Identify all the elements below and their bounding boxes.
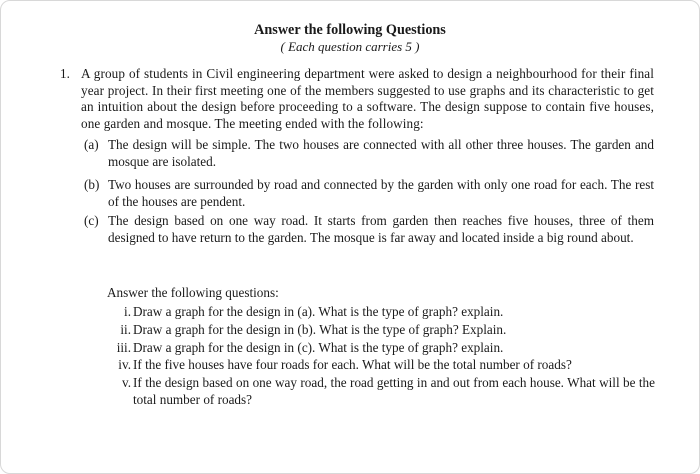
question-number: 1. [60, 66, 70, 81]
subquestion-iii [107, 340, 655, 357]
subquestion-iv-label: iv. [118, 357, 131, 372]
subquestion-v-label: v. [121, 375, 131, 390]
part-a-text: The design will be simple. The two houses are connected with all other three houses. The garden and mosque are isolated. [108, 137, 654, 169]
subquestion-ii [107, 322, 655, 339]
subquestion-i [107, 304, 655, 321]
subquestion-v [107, 375, 655, 408]
question-text: A group of students in Civil engineering department were asked to design a neighbourhood for their final year project. In their first meeting one of the members suggested to use graphs and its characteristic to get an intuition about the design before proceeding to a software. The design suppose to contain five houses, one garden and mosque. The meeting ended with the following: [81, 66, 654, 131]
subquestion-v-text: If the design based on one way road, the road getting in and out from each house. What will be the total number of roads? [133, 375, 655, 407]
part-c [84, 213, 654, 246]
subquestion-iv-text: If the five houses have four roads for each. What will be the total number of roads? [133, 357, 572, 372]
subquestion-iii-text: Draw a graph for the design in (c). What is the type of graph? explain. [133, 340, 504, 355]
subquestion-ii-label: ii. [120, 322, 131, 337]
subquestion-ii-text: Draw a graph for the design in (b). What is the type of graph? Explain. [133, 322, 507, 337]
part-a [84, 137, 654, 170]
subquestion-iv [107, 357, 655, 374]
part-b-text: Two houses are surrounded by road and connected by the garden with only one road for each. The rest of the houses are pendent. [108, 177, 654, 209]
subquestion-i-text: Draw a graph for the design in (a). What is the type of graph? explain. [133, 304, 504, 319]
part-c-label: (c) [84, 213, 99, 228]
subquestion-iii-label: iii. [116, 340, 131, 355]
question-1 [60, 66, 654, 132]
part-c-text: The design based on one way road. It starts from garden then reaches five houses, three of them designed to have return to the garden. The mosque is far away and located inside a big round about. [108, 213, 654, 245]
page-subtitle: ( Each question carries 5 ) [280, 39, 420, 54]
part-b-label: (b) [84, 177, 100, 192]
part-a-label: (a) [84, 137, 99, 152]
part-b [84, 177, 654, 210]
answer-heading: Answer the following questions: [107, 285, 279, 300]
page-title: Answer the following Questions [254, 22, 446, 38]
subquestion-i-label: i. [124, 304, 131, 319]
